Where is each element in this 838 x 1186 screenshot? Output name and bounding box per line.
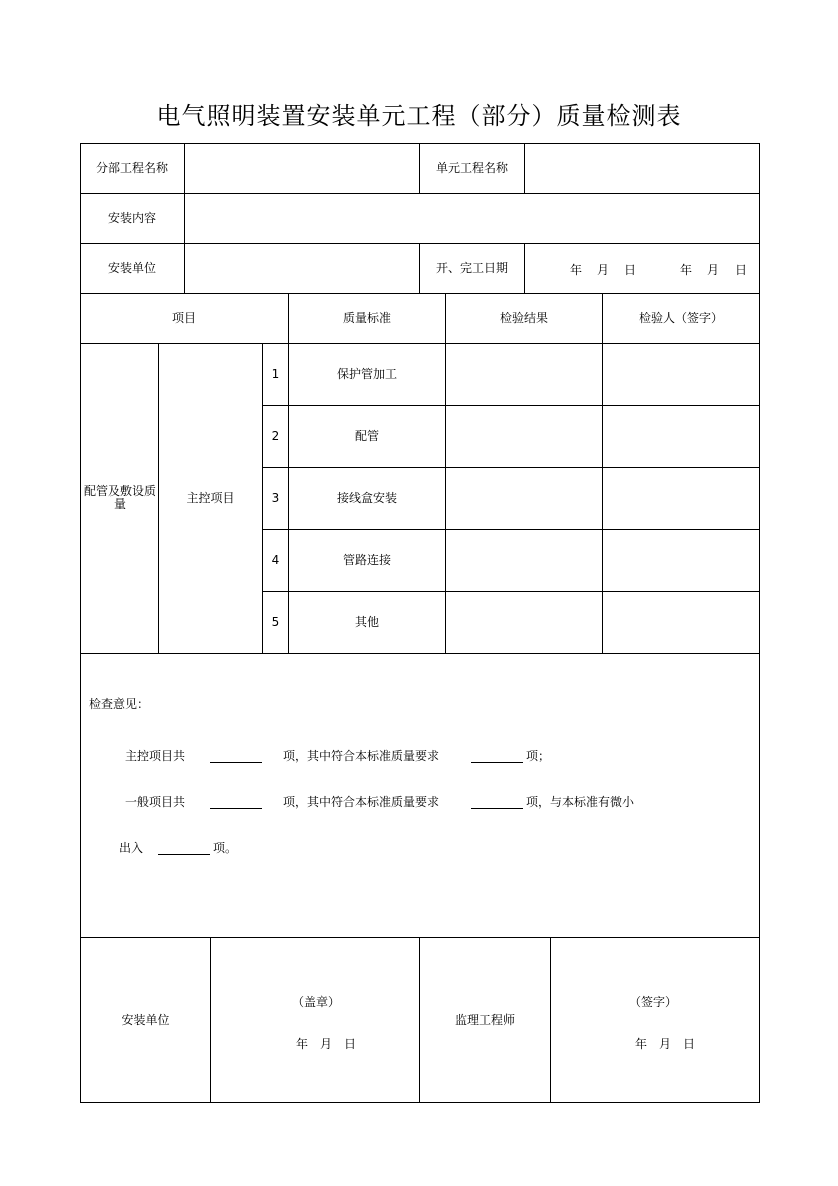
column-header-inspector-signature: 检验人（签字） — [638, 311, 723, 325]
inspection-opinion-section — [81, 654, 759, 937]
end-month: 月 — [707, 263, 720, 277]
row-inspector-field[interactable] — [603, 591, 759, 653]
row-number: 1 — [271, 367, 280, 381]
main-items-suffix: 项； — [526, 749, 551, 763]
signoff-install-unit-label: 安装单位 — [121, 1013, 170, 1027]
supervisor-engineer-label: 监理工程师 — [454, 1013, 515, 1027]
row-number: 5 — [271, 615, 280, 629]
signature-label: （签字） — [629, 995, 678, 1009]
end-year: 年 — [680, 263, 693, 277]
main-items-total-label: 主控项目共 — [125, 749, 186, 763]
supervisor-signature-area[interactable] — [551, 938, 759, 1102]
division-project-name-field[interactable] — [185, 143, 419, 193]
seal-label: （盖章） — [292, 995, 341, 1009]
start-month: 月 — [597, 263, 610, 277]
main-items-total-blank[interactable] — [210, 762, 262, 763]
install-unit-field[interactable] — [185, 243, 419, 293]
row-number: 3 — [271, 491, 280, 505]
subcategory-label: 主控项目 — [186, 491, 235, 505]
end-day: 日 — [735, 263, 748, 277]
column-header-quality-standard: 质量标准 — [342, 311, 391, 325]
opinion-label: 检查意见： — [89, 697, 150, 711]
general-items-conform-blank[interactable] — [471, 808, 523, 809]
row-inspector-field[interactable] — [603, 405, 759, 467]
install-content-field[interactable] — [185, 193, 759, 243]
general-items-total-label: 一般项目共 — [125, 795, 186, 809]
general-items-suffix: 项，与本标准有微小 — [526, 795, 635, 809]
main-items-conform-blank[interactable] — [471, 762, 523, 763]
main-items-conform-label: 项，其中符合本标准质量要求 — [283, 749, 440, 763]
seal-date: 年 月 日 — [296, 1037, 357, 1051]
start-end-date-label: 开、完工日期 — [435, 261, 508, 275]
column-header-item: 项目 — [171, 311, 196, 325]
deviation-blank[interactable] — [158, 854, 210, 855]
row-item: 接线盒安装 — [336, 491, 397, 505]
start-year: 年 — [570, 263, 583, 277]
row-item: 管路连接 — [342, 553, 391, 567]
division-project-name-label: 分部工程名称 — [95, 161, 168, 175]
row-number: 2 — [271, 429, 280, 443]
row-number: 4 — [271, 553, 280, 567]
install-unit-label: 安装单位 — [107, 261, 156, 275]
row-result-field[interactable] — [446, 467, 602, 529]
row-inspector-field[interactable] — [603, 343, 759, 405]
install-content-label: 安装内容 — [107, 211, 156, 225]
start-day: 日 — [624, 263, 637, 277]
unit-project-name-field[interactable] — [525, 143, 759, 193]
form-title: 电气照明装置安装单元工程（部分）质量检测表 — [156, 102, 682, 130]
row-result-field[interactable] — [446, 591, 602, 653]
row-result-field[interactable] — [446, 343, 602, 405]
category-label: 配管及敷设质量 — [84, 484, 157, 511]
row-item: 其他 — [354, 615, 379, 629]
column-header-inspection-result: 检验结果 — [499, 311, 548, 325]
seal-area[interactable] — [211, 938, 419, 1102]
start-end-date-field[interactable] — [525, 243, 759, 293]
general-items-total-blank[interactable] — [210, 808, 262, 809]
row-item: 保护管加工 — [336, 367, 397, 381]
deviation-suffix: 项。 — [213, 841, 238, 855]
signature-date: 年 月 日 — [635, 1037, 696, 1051]
row-result-field[interactable] — [446, 405, 602, 467]
general-items-conform-label: 项，其中符合本标准质量要求 — [283, 795, 440, 809]
row-item: 配管 — [354, 429, 379, 443]
unit-project-name-label: 单元工程名称 — [435, 161, 508, 175]
deviation-label: 出入 — [119, 841, 144, 855]
row-inspector-field[interactable] — [603, 529, 759, 591]
row-inspector-field[interactable] — [603, 467, 759, 529]
row-result-field[interactable] — [446, 529, 602, 591]
